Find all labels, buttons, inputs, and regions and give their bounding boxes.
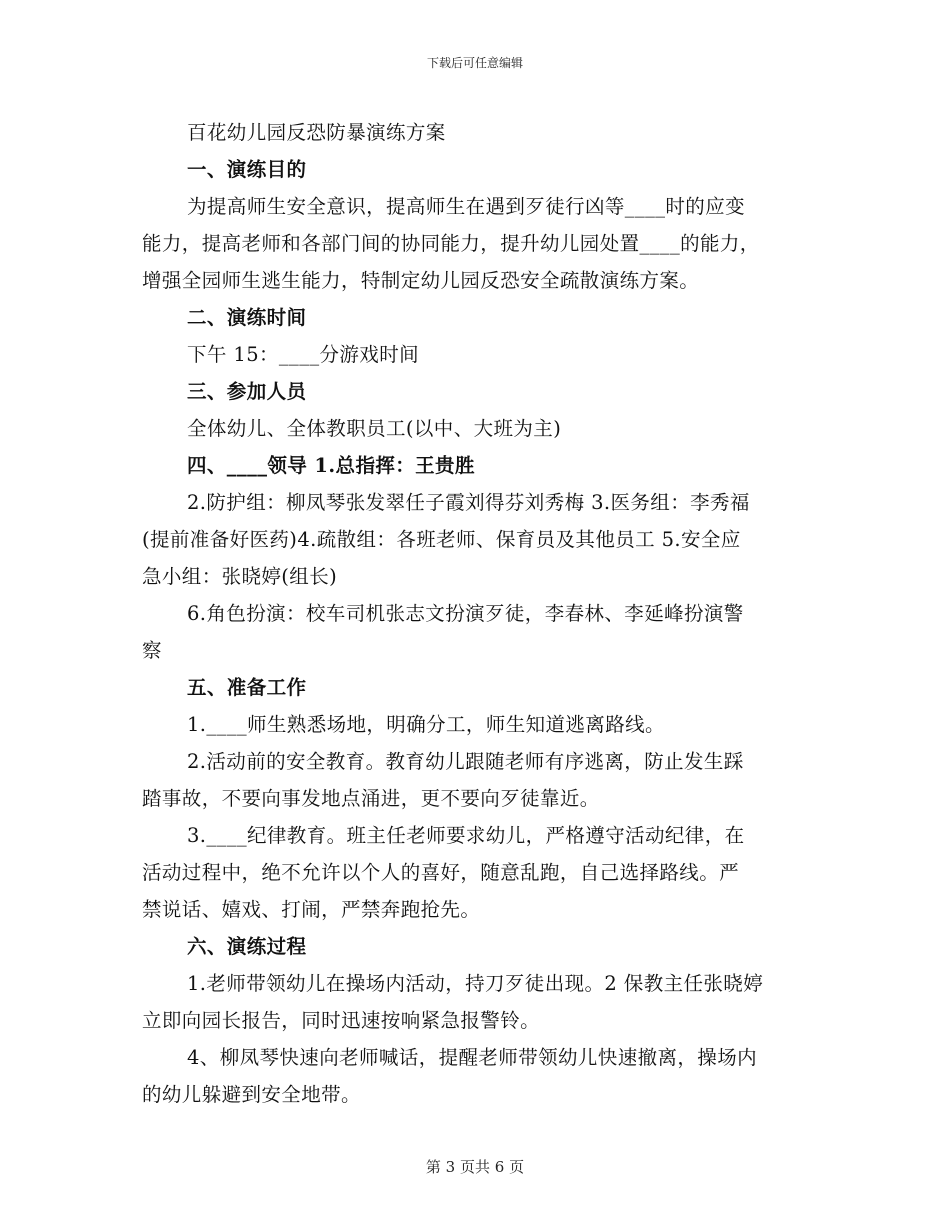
paragraph-time: 下午 15：____分游戏时间: [187, 343, 420, 366]
list-item-prep-3: [142, 817, 814, 928]
paragraph-line: 禁说话、嬉戏、打闹，严禁奔跑抢先。: [142, 898, 481, 921]
section-heading-leadership: 四、____领导 1.总指挥：王贵胜: [187, 454, 475, 477]
section-heading-participants: 三、参加人员: [187, 380, 307, 403]
document-body: [142, 114, 814, 1113]
page-header: 下载后可任意编辑: [426, 56, 523, 70]
paragraph-line: 能力，提高老师和各部门间的协同能力，提升幼儿园处置____的能力，: [142, 232, 760, 255]
paragraph-line: 6.角色扮演：校车司机张志文扮演歹徒，李春林、李延峰扮演警: [187, 602, 744, 625]
section-heading-time: 二、演练时间: [187, 306, 307, 329]
paragraph-line: 急小组：张晓婷(组长): [142, 565, 338, 588]
list-item-process-4: [142, 1039, 814, 1113]
paragraph-groups: [142, 484, 814, 595]
page-footer: 第 3 页共 6 页: [425, 1158, 525, 1176]
document-title: 百花幼儿园反恐防暴演练方案: [187, 121, 446, 144]
paragraph-line: 增强全园师生逃生能力，特制定幼儿园反恐安全疏散演练方案。: [142, 269, 700, 292]
paragraph-line: 立即向园长报告，同时迅速按响紧急报警铃。: [142, 1009, 541, 1032]
paragraph-line: 察: [142, 639, 162, 662]
section-heading-preparation: 五、准备工作: [187, 676, 307, 699]
paragraph-line: 1.老师带领幼儿在操场内活动，持刀歹徒出现。2 保教主任张晓婷: [187, 972, 764, 995]
list-item-prep-2: [142, 743, 814, 817]
paragraph-line: 2.活动前的安全教育。教育幼儿跟随老师有序逃离，防止发生踩: [187, 750, 744, 773]
section-heading-purpose: 一、演练目的: [187, 158, 307, 181]
list-item-prep-1: 1.____师生熟悉场地，明确分工，师生知道逃离路线。: [187, 713, 665, 736]
paragraph-participants: 全体幼儿、全体教职员工(以中、大班为主): [187, 417, 562, 440]
paragraph-line: (提前准备好医药)4.疏散组：各班老师、保育员及其他员工 5.安全应: [142, 528, 741, 551]
paragraph-line: 活动过程中，绝不允许以个人的喜好，随意乱跑，自己选择路线。严: [142, 861, 740, 884]
paragraph-line: 4、柳凤琴快速向老师喊话，提醒老师带领幼儿快速撤离，操场内: [187, 1046, 758, 1069]
paragraph-line: 3.____纪律教育。班主任老师要求幼儿，严格遵守活动纪律，在: [187, 824, 745, 847]
paragraph-purpose: [142, 188, 814, 299]
paragraph-roles: [142, 595, 814, 669]
section-heading-process: 六、演练过程: [187, 935, 307, 958]
paragraph-line: 为提高师生安全意识，提高师生在遇到歹徒行凶等____时的应变: [187, 195, 746, 218]
paragraph-line: 的幼儿躲避到安全地带。: [142, 1083, 361, 1106]
paragraph-line: 2.防护组：柳凤琴张发翠任子霞刘得芬刘秀梅 3.医务组：李秀福: [187, 491, 750, 514]
list-item-process-1: [142, 965, 814, 1039]
paragraph-line: 踏事故，不要向事发地点涌进，更不要向歹徒靠近。: [142, 787, 600, 810]
